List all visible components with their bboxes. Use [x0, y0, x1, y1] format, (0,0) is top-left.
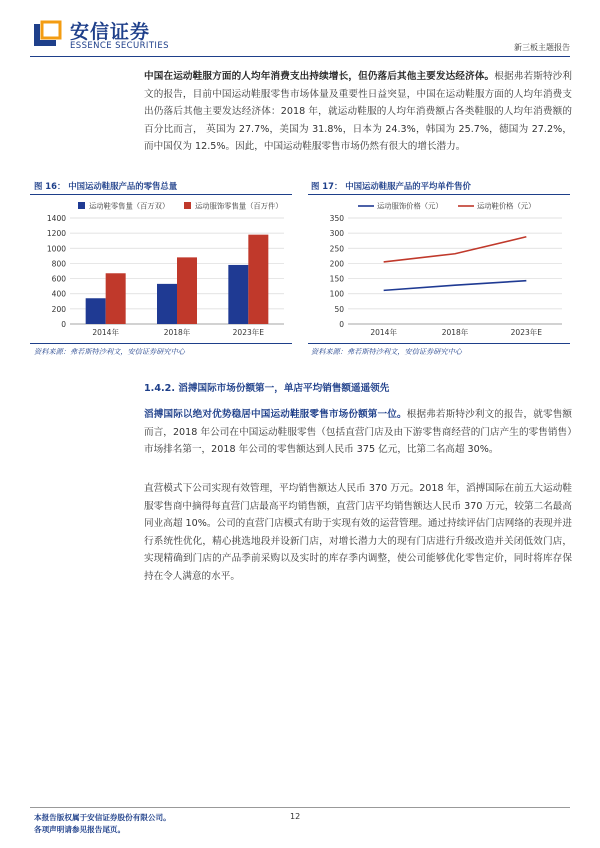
fig16-y-tick-label: 1400	[46, 214, 66, 223]
copyright-notice: 本报告版权属于安信证券股份有限公司。	[34, 813, 171, 822]
fig16-y-tick-label: 1200	[46, 229, 66, 239]
fig16-y-tick-label: 1000	[46, 244, 66, 254]
figure17-rule	[308, 194, 570, 195]
fig17-legend-label: 运动服饰价格（元）	[377, 201, 443, 211]
figure16-bar-chart	[30, 196, 292, 342]
fig17-y-tick-label: 300	[329, 229, 344, 239]
disclaimer-notice: 各项声明请参见报告尾页。	[34, 825, 126, 834]
fig17-y-tick-label: 100	[329, 289, 344, 299]
footer-divider	[30, 807, 570, 808]
market-share-paragraph	[144, 406, 572, 459]
fig16-x-tick-label: 2018年	[163, 328, 191, 337]
fig16-bar	[106, 273, 126, 324]
essence-logo-icon	[34, 20, 64, 48]
fig16-x-tick-label: 2014年	[92, 328, 119, 337]
fig16-legend-swatch	[184, 202, 191, 209]
fig16-y-tick-label: 600	[51, 274, 66, 284]
fig16-y-tick-label: 0	[61, 320, 66, 329]
figure17-line-chart	[308, 196, 570, 342]
fig16-x-tick-label: 2023年E	[232, 328, 264, 337]
fig16-y-tick-label: 400	[51, 289, 66, 299]
header-divider	[30, 56, 570, 57]
figure16-source: 资料来源：弗若斯特沙利文，安信证券研究中心	[34, 347, 185, 356]
fig17-x-tick-label: 2014年	[370, 328, 397, 337]
figure17-bottom-rule	[308, 343, 570, 344]
intro-lead: 中国在运动鞋服方面的人均年消费支出持续增长，但仍落后其他主要发达经济体。	[144, 71, 495, 82]
fig16-legend-swatch	[78, 202, 85, 209]
fig16-y-tick-label: 800	[51, 259, 66, 269]
fig17-y-tick-label: 350	[329, 214, 344, 223]
fig17-x-tick-label: 2018年	[441, 328, 469, 337]
fig16-legend-label: 运动鞋零售量（百万双）	[89, 201, 170, 211]
store-model-body: 直营模式下公司实现有效管理，平均销售额达人民币 370 万元。2018 年，滔搏国际在前五大运动鞋服零售商中摘得每直营门店最高平均销售额，直营门店平均销售额达人民币 370 万元，较第二名最高同业高超 10%。公司的直营门店模式有助于实现有效的运营管理。通过持续评估门店网络的表现并进行系统性优化，精心挑选地段并设新门店，对增长潜力大的现有门店进行升级改造并关闭低效门店，实现精确到门店的产品季前采购以及实时的库存季内调整，使公司能够优化零售定价，同时将库存保持在令人满意的水平。	[144, 483, 572, 582]
fig17-y-tick-label: 50	[334, 304, 344, 314]
fig16-bar	[157, 284, 177, 324]
section-heading: 1.4.2. 滔搏国际市场份额第一，单店平均销售额遥遥领先	[144, 383, 390, 394]
fig17-x-tick-label: 2023年E	[510, 328, 542, 337]
fig16-bar	[86, 298, 106, 324]
fig17-legend-label: 运动鞋价格（元）	[477, 201, 536, 211]
figure17-title: 图 17： 中国运动鞋服产品的平均单件售价	[311, 181, 471, 191]
report-type: 新三板主题报告	[514, 43, 570, 52]
brand-name-en: ESSENCE SECURITIES	[70, 41, 169, 51]
fig16-bar	[228, 265, 248, 324]
fig17-y-tick-label: 0	[339, 320, 344, 329]
figure17-source: 资料来源：弗若斯特沙利文，安信证券研究中心	[311, 347, 462, 356]
fig17-y-tick-label: 250	[329, 244, 344, 254]
fig16-legend-label: 运动服饰零售量（百万件）	[195, 201, 283, 211]
fig17-y-tick-label: 200	[329, 259, 344, 269]
fig16-bar	[177, 257, 197, 324]
fig17-y-tick-label: 150	[329, 274, 344, 284]
brand-name-cn: 安信证券	[70, 21, 151, 43]
fig17-series-line	[384, 237, 527, 262]
fig16-bar	[248, 235, 268, 324]
intro-paragraph	[144, 68, 572, 156]
store-model-paragraph	[144, 480, 572, 586]
page-number: 12	[290, 812, 301, 821]
figure16-bottom-rule	[30, 343, 292, 344]
fig16-y-tick-label: 200	[51, 304, 66, 314]
market-share-body: 根据弗若斯特沙利文的报告，就零售额而言，2018 年公司在中国运动鞋服零售（包括直营门店及由下游零售商经营的门店产生的零售销售）市场排名第一，2018 年公司的零售额达到人民币 375 亿元，比第二名高超 30%。	[144, 409, 573, 456]
fig17-series-line	[384, 281, 527, 291]
intro-body: 根据弗若斯特沙利文的报告，目前中国运动鞋服零售市场体量及重要性日益突显，中国在运动鞋服方面的人均年消费支出仍落后其他主要发达经济体：2018 年，就运动鞋服的人均年消费额占各类鞋服的人均年消费额的百分比而言， 英国为 27.7%，美国为 31.8%，日本为 24.3%，韩国为 25.7%，德国为 27.2%，而中国仅为 12.5%。因此，中国运动鞋服零售市场仍然有很大的增长潜力。	[144, 71, 573, 153]
figure16-rule	[30, 194, 292, 195]
market-share-lead: 滔搏国际以绝对优势稳居中国运动鞋服零售市场份额第一位。	[144, 409, 407, 420]
figure16-title: 图 16： 中国运动鞋服产品的零售总量	[34, 181, 178, 191]
